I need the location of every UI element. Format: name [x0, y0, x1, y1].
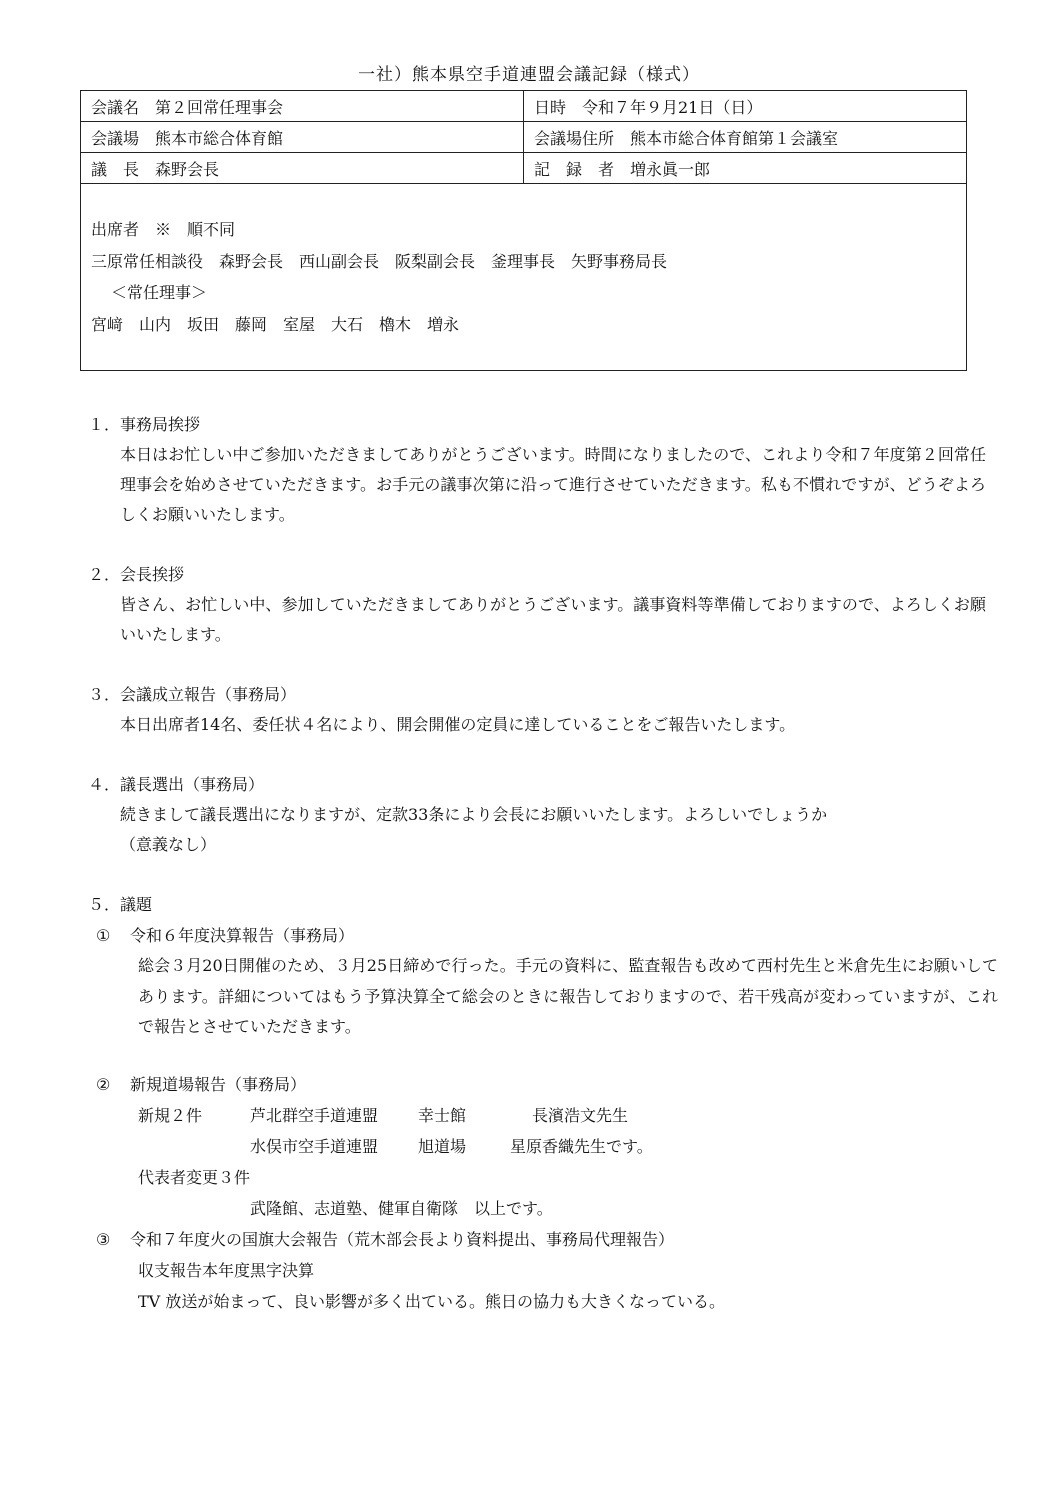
rep-change-list: 武隆館、志道塾、健軍自衛隊 以上です。: [250, 1198, 553, 1218]
item-title: 新規道場報告（事務局）: [130, 1074, 307, 1094]
section-title: 議題: [120, 895, 153, 914]
section-number: １．: [88, 415, 121, 434]
dojo-name: 幸士館: [418, 1105, 467, 1125]
rep-change-label: 代表者変更３件: [138, 1167, 251, 1187]
item-marker: ③: [96, 1229, 111, 1249]
section-title: 会議成立報告（事務局）: [120, 685, 297, 704]
section-number: ２．: [88, 565, 121, 584]
section-title: 事務局挨拶: [120, 415, 201, 434]
rep-change-row: [96, 1162, 998, 1193]
attendees-line-3: 宮﨑 山内 坂田 藤岡 室屋 大石 櫓木 増永: [91, 314, 460, 334]
section-title: 議長選出（事務局）: [120, 775, 265, 794]
minutes-body: [88, 410, 998, 1317]
section-3: [88, 680, 998, 740]
section-text: 本日出席者14名、委任状４名により、開会開催の定員に達していることをご報告いたします。: [120, 715, 796, 734]
dojo-name: 旭道場: [418, 1136, 467, 1156]
item-title: 令和６年度決算報告（事務局）: [130, 926, 355, 945]
section-text: 本日はお忙しい中ご参加いただきましてありがとうございます。時間になりましたので、これより令和７年度第２回常任理事会を始めさせていただきます。お手元の議事次第に沿って進行させていただきます。私も不慣れですが、どうぞよろしくお願いいたします。: [120, 445, 986, 524]
new-dojo-row-1: [96, 1100, 998, 1131]
document-title: 一社）熊本県空手道連盟会議記録（様式）: [358, 65, 700, 85]
item-line-2: TV 放送が始まって、良い影響が多く出ている。熊日の協力も大きくなっている。: [138, 1291, 725, 1311]
rep-change-list-row: [96, 1193, 998, 1224]
item-title: 令和７年度火の国旗大会報告（荒木部会長より資料提出、事務局代理報告）: [130, 1229, 675, 1249]
section-number: ５．: [88, 895, 121, 914]
meeting-name-cell: 会議名 第２回常任理事会: [81, 91, 524, 122]
venue-address-cell: 会議場住所 熊本市総合体育館第１会議室: [524, 122, 967, 153]
section-text: 皆さん、お忙しい中、参加していただきましてありがとうございます。議事資料等準備しておりますので、よろしくお願いいたします。: [120, 595, 986, 644]
agenda-item-1: [96, 920, 998, 1043]
agenda-item-2: [96, 1069, 998, 1224]
chair-cell: 議 長 森野会長: [81, 153, 524, 184]
meeting-info-table: [80, 90, 967, 371]
section-5: [88, 890, 998, 1317]
datetime-cell: 日時 令和７年９月21日（日）: [524, 91, 967, 122]
section-number: ４．: [88, 775, 121, 794]
new-dojo-label: 新規２件: [138, 1105, 203, 1125]
item-text: 総会３月20日開催のため、３月25日締めで行った。手元の資料に、監査報告も改めて西村先生と米倉先生にお願いしてあります。詳細についてはもう予算決算全て総会のときに報告しておりますので、若干残高が変わっていますが、これで報告とさせていただきます。: [138, 956, 998, 1036]
section-number: ３．: [88, 685, 121, 704]
item-marker: ②: [96, 1074, 111, 1094]
section-title: 会長挨拶: [120, 565, 185, 584]
item-marker: ①: [96, 926, 111, 945]
section-1: [88, 410, 998, 530]
agenda-item-3: [96, 1224, 998, 1317]
section-4: [88, 770, 998, 860]
attendees-line-2: ＜常任理事＞: [111, 283, 208, 302]
section-text: 続きまして議長選出になりますが、定款33条により会長にお願いいたします。よろしいでしょうか: [120, 805, 828, 824]
attendees-line-1: 三原常任相談役 森野会長 西山副会長 阪梨副会長 釜理事長 矢野事務局長: [91, 251, 668, 271]
item-line-1: 収支報告本年度黒字決算: [138, 1260, 315, 1280]
venue-cell: 会議場 熊本市総合体育館: [81, 122, 524, 153]
dojo-federation: 芦北群空手道連盟: [250, 1105, 379, 1125]
dojo-teacher: 長濱浩文先生: [532, 1105, 629, 1125]
new-dojo-row-2: [96, 1131, 998, 1162]
attendees-label: 出席者 ※ 順不同: [91, 220, 236, 239]
dojo-teacher: 星原香織先生です。: [510, 1136, 653, 1156]
dojo-federation: 水俣市空手道連盟: [250, 1136, 379, 1156]
attendees-cell: [81, 184, 967, 371]
recorder-cell: 記 録 者 増永眞一郎: [524, 153, 967, 184]
section-2: [88, 560, 998, 650]
section-note: （意義なし）: [120, 835, 217, 854]
